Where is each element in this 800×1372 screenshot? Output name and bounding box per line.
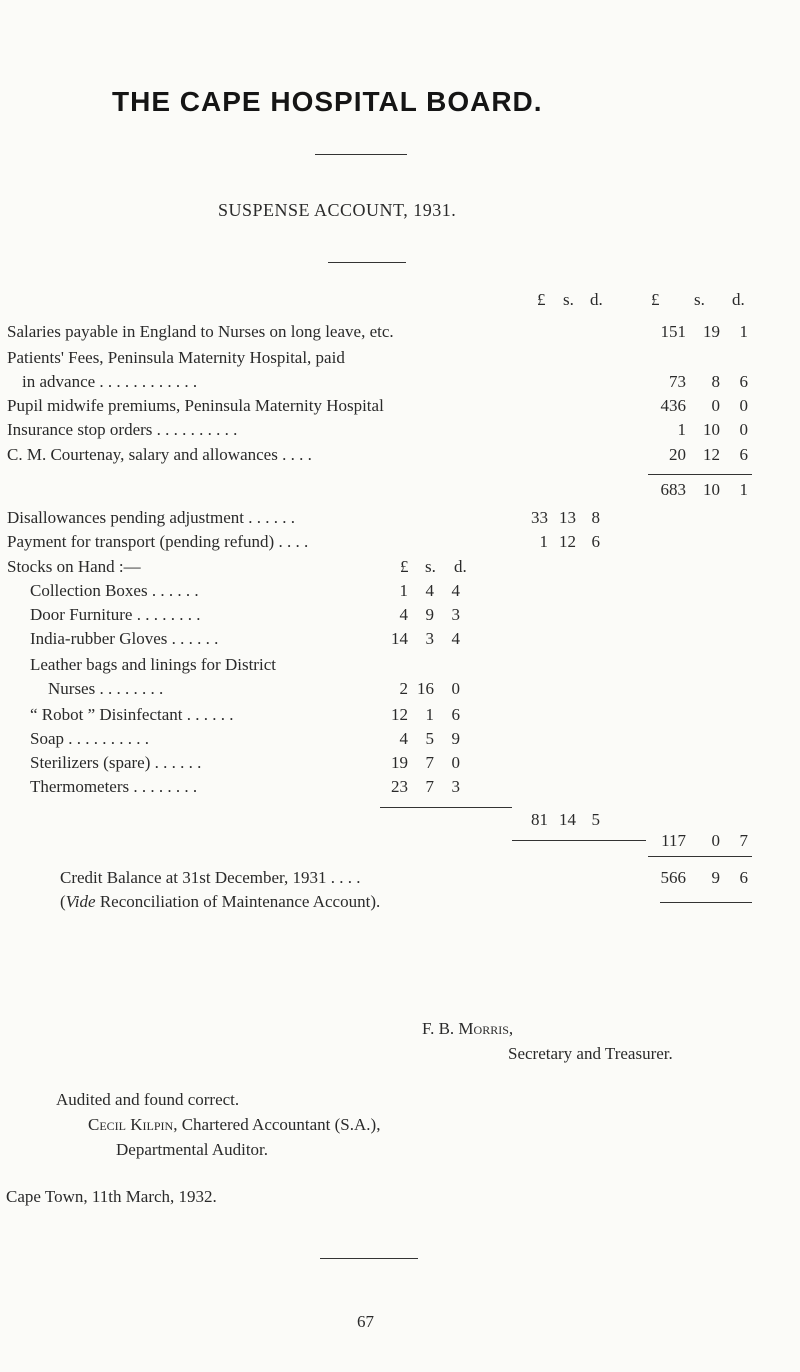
col-b-pence: d. [732,290,745,309]
col-a-shilling: s. [563,290,574,309]
title-divider [315,154,407,155]
stock-label: India-rubber Gloves . . . . . . [30,629,219,648]
stock-shillings: 16 [417,679,434,698]
subtotal2-rule [512,840,646,841]
credit-label: Credit Balance at 31st December, 1931 . . . . [60,868,361,887]
item-shillings: 0 [711,396,720,415]
adjust-shillings: 13 [559,508,576,527]
stocks-col-pound: £ [400,557,409,576]
adjust-label: Payment for transport (pending refund) . . . . [7,532,309,551]
stock-label: “ Robot ” Disinfectant . . . . . . [30,705,234,724]
auditor-name: Cecil Kilpin [88,1115,174,1134]
stock-pounds: 12 [391,705,408,724]
credit-rule [648,856,752,857]
item-pounds: 436 [660,396,686,415]
col-a-pound: £ [537,290,546,309]
item-pence: 0 [739,420,748,439]
stock-pounds: 1 [399,581,408,600]
credit-note: (Vide Reconciliation of Maintenance Account). [60,892,381,911]
stocks-total-shillings: 14 [559,810,576,829]
account-title: SUSPENSE ACCOUNT, 1931. [218,200,457,220]
item-pence: 6 [739,372,748,391]
stocks-total-pence: 5 [591,810,600,829]
subtitle-divider [328,262,406,263]
stocks-col-pence: d. [454,557,467,576]
vide-word: Vide [65,892,96,911]
stock-pounds: 14 [391,629,408,648]
item-label: Insurance stop orders . . . . . . . . . . [7,420,238,439]
stock-label: Leather bags and linings for District [30,655,276,674]
adjust-pence: 6 [591,532,600,551]
item-label: Patients' Fees, Peninsula Maternity Hospital, paid [7,348,345,367]
footer-rule [320,1258,418,1259]
stock-pounds: 4 [399,729,408,748]
signatory-name: F. B. Morris, [422,1019,514,1038]
stocks-heading: Stocks on Hand :— [7,557,141,576]
stock-label: Sterilizers (spare) . . . . . . [30,753,202,772]
stock-shillings: 9 [425,605,434,624]
stock-label-cont: Nurses . . . . . . . . [48,679,164,698]
stock-pounds: 19 [391,753,408,772]
item-shillings: 12 [703,445,720,464]
stock-label: Thermometers . . . . . . . . [30,777,198,796]
item-label: Pupil midwife premiums, Peninsula Maternity Hospital [7,396,384,415]
stock-pence: 4 [451,629,460,648]
stocks-total-pounds: 81 [531,810,548,829]
subtotal-pounds: 683 [660,480,686,499]
adjust-pounds: 1 [539,532,548,551]
item-pounds: 20 [669,445,686,464]
stock-pence: 4 [451,581,460,600]
item-pounds: 151 [660,322,686,341]
item-pence: 0 [739,396,748,415]
credit-pounds: 566 [660,868,686,887]
item-shillings: 19 [703,322,720,341]
stock-label: Door Furniture . . . . . . . . [30,605,201,624]
item-label-cont: in advance . . . . . . . . . . . . [22,372,198,391]
subtotal-shillings: 10 [703,480,720,499]
item-pence: 6 [739,445,748,464]
stock-pence: 3 [451,605,460,624]
subtotal-rule [648,474,752,475]
subtotal2-pounds: 117 [661,831,686,850]
stock-shillings: 7 [425,777,434,796]
stock-label: Collection Boxes . . . . . . [30,581,199,600]
col-a-pence: d. [590,290,603,309]
page-number: 67 [357,1312,374,1331]
item-pence: 1 [739,322,748,341]
item-shillings: 8 [711,372,720,391]
auditor-qualification: , Chartered Accountant (S.A.), [173,1115,381,1134]
subtotal2-shillings: 0 [711,831,720,850]
stock-pence: 3 [451,777,460,796]
stock-pence: 0 [451,679,460,698]
col-b-pound: £ [651,290,660,309]
credit-shillings: 9 [711,868,720,887]
adjust-pounds: 33 [531,508,548,527]
stock-shillings: 3 [425,629,434,648]
stock-pounds: 2 [399,679,408,698]
final-double-rule [660,902,752,903]
adjust-label: Disallowances pending adjustment . . . . . . [7,508,296,527]
adjust-shillings: 12 [559,532,576,551]
auditor-line [88,1115,380,1135]
place-date: Cape Town, 11th March, 1932. [6,1187,217,1206]
stock-shillings: 4 [425,581,434,600]
credit-pence: 6 [739,868,748,887]
auditor-role: Departmental Auditor. [116,1140,269,1159]
adjust-pence: 8 [591,508,600,527]
stock-shillings: 1 [425,705,434,724]
stock-shillings: 7 [425,753,434,772]
item-pounds: 73 [669,372,686,391]
item-shillings: 10 [703,420,720,439]
stock-shillings: 5 [425,729,434,748]
item-label: Salaries payable in England to Nurses on long leave, etc. [7,322,394,341]
item-label: C. M. Courtenay, salary and allowances . . . . [7,445,312,464]
stocks-col-shilling: s. [425,557,436,576]
audit-statement: Audited and found correct. [56,1090,240,1109]
stock-pence: 6 [451,705,460,724]
stock-pounds: 23 [391,777,408,796]
subtotal2-pence: 7 [739,831,748,850]
stock-pence: 0 [451,753,460,772]
page-title: THE CAPE HOSPITAL BOARD. [112,86,543,117]
item-pounds: 1 [677,420,686,439]
reconciliation-note: Reconciliation of Maintenance Account). [99,892,381,911]
col-b-shilling: s. [694,290,705,309]
subtotal-pence: 1 [739,480,748,499]
stocks-total-rule [380,807,512,808]
signatory-role: Secretary and Treasurer. [508,1044,673,1063]
stock-label: Soap . . . . . . . . . . [30,729,149,748]
stock-pence: 9 [451,729,460,748]
stock-pounds: 4 [399,605,408,624]
